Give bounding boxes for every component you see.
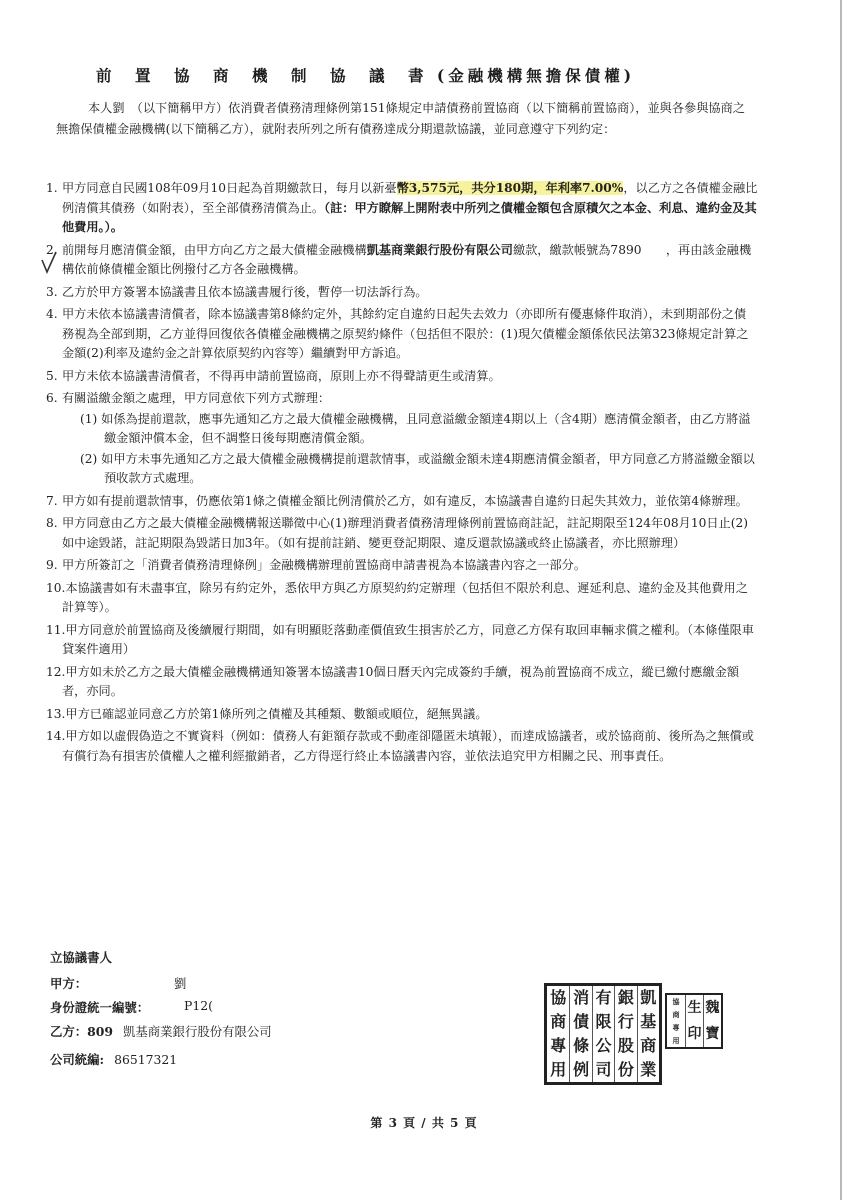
party-b-label: 乙方：809 (50, 1024, 114, 1039)
seal-col: 凱 基 商 業 (637, 986, 659, 1082)
bank-seal-stamp (544, 983, 662, 1085)
signatories-heading: 立協議書人 (50, 950, 112, 965)
clause-6-sub-2: (2) 如甲方未事先通知乙方之最大債權金融機構提前還款情事，或溢繳金額未達4期應清償金額者，甲方同意乙方將溢繳金額以預收款方式處理。 (80, 451, 755, 485)
company-id-label: 公司統編: (50, 1052, 105, 1067)
seal-col: 協 商 專 用 (672, 996, 680, 1045)
seal-col: 魏 寶 (703, 995, 721, 1047)
party-a-row (50, 974, 272, 998)
clause-6: 6. 有關溢繳金額之處理，甲方同意依下列方式辦理： (1) 如係為提前還款，應事先通知乙方之最大債權金融機構，且同意溢繳金額達4期以上（含4期）應清償金額者，由乙方將溢繳金額沖償本金，但不調整日後每期應清償金額。 (2) 如甲方未事先通知乙方之最大債權金融機構提前還款情事，或溢繳金額未達4期應清償金額者，甲方同意乙方將溢繳金額以預收款方式處理。 (46, 389, 758, 489)
company-id-value: 86517321 (114, 1052, 178, 1067)
seal-col: 生 印 (685, 995, 703, 1047)
clause-9: 9. 甲方所簽訂之「消費者債務清理條例」金融機構辦理前置協商申請書視為本協議書內容之一部分。 (46, 558, 587, 572)
clause-5: 5. 甲方未依本協議書清償者，不得再申請前置協商，原則上亦不得聲請更生或清算。 (46, 368, 501, 383)
seal-col: 協 商 專 用 (550, 988, 567, 1079)
document-title: 前 置 協 商 機 制 協 議 書 (金融機構無擔保債權) (96, 66, 636, 85)
clause-11: 11.甲方同意於前置協商及後續履行期間，如有明顯貶落動產價值致生損害於乙方，同意乙方保有取回車輛求償之權利。（本條僅限車貸案件適用） (46, 622, 754, 656)
clause-12: 12.甲方如未於乙方之最大債權金融機構通知簽署本協議書10個日曆天內完成簽約手續，視為前置協商不成立，縱已繳付應繳金額者，亦同。 (46, 664, 740, 698)
clause-13: 13.甲方已確認並同意乙方於第1條所列之債權及其種類、數額或順位，絕無異議。 (46, 706, 488, 721)
page-number: 第 3 頁 / 共 5 頁 (370, 1116, 478, 1130)
clause-1: 1. 甲方同意自民國108年09月10日起為首期繳款日，每月以新臺幣3,575元，共分180期，年利率7.00%，以乙方之各債權金融比例清償其債務（如附表），至全部債務清償為止。（註：甲方瞭解上開附表中所列之債權金額包含原積欠之本金、利息、違約金及其他費用。）。 (46, 181, 758, 234)
seal-col: 消 債 條 例 (569, 986, 591, 1082)
party-b-value: 凱基商業銀行股份有限公司 (123, 1024, 272, 1039)
page-edge (840, 0, 842, 1200)
clause-7: 7. 甲方如有提前還款情事，仍應依第1條之債權金額比例清償於乙方，如有違反，本協議書自違約日起失其效力，並依第4條辦理。 (46, 493, 748, 508)
party-a-value: 劉 (174, 976, 187, 991)
clause-3: 3. 乙方於甲方簽署本協議書且依本協議書履行後，暫停一切法訴行為。 (46, 284, 428, 299)
seal-col: 銀 行 股 份 (614, 986, 636, 1082)
clause-14: 14.甲方如以虛假偽造之不實資料（例如：債務人有鉅額存款或不動產卻隱匿未填報），而達成協議者，或於協商前、後所為之無償或有償行為有損害於債權人之權利經撤銷者，乙方得逕行終止本協議書內容，並依法追究甲方相關之民、刑事責任。 (46, 729, 754, 763)
seal-col: 有 限 公 司 (592, 986, 614, 1082)
company-id-row (50, 1050, 272, 1074)
id-number-value: P12( (184, 998, 213, 1013)
id-number-label: 身份證統一編號： (50, 1000, 150, 1015)
signature-block (50, 948, 272, 1074)
clause-6-sub-1: (1) 如係為提前還款，應事先通知乙方之最大債權金融機構，且同意溢繳金額達4期以上（含4期）應清償金額者，由乙方將溢繳金額沖償本金，但不調整日後每期應清償金額。 (80, 411, 751, 445)
representative-seal-stamp (665, 993, 723, 1049)
highlighted-payment-terms: 幣3,575元，共分180期，年利率7.00% (396, 181, 624, 195)
party-a-label: 甲方： (50, 976, 88, 991)
intro-paragraph: 本人劉 （以下簡稱甲方）依消費者債務清理條例第151條規定申請債務前置協商（以下簡稱前置協商），並與各參與協商之無擔保債權金融機構(以下簡稱乙方），就附表所列之所有債務達成分期還款協議，並同意遵守下列約定： (56, 101, 745, 136)
id-number-row (50, 998, 272, 1022)
party-b-row (50, 1022, 272, 1046)
clause-10: 10.本協議書如有未盡事宜，除另有約定外，悉依甲方與乙方原契約約定辦理（包括但不限於利息、遲延利息、違約金及其他費用之計算等）。 (46, 580, 748, 614)
clause-8: 8. 甲方同意由乙方之最大債權金融機構報送聯徵中心(1)辦理消費者債務清理條例前置協商註記，註記期限至124年08月10日止(2)如中途毀諾，註記期限為毀諾日加3年。（如有提前註銷、變更登記期限、違反還款協議或終止協議者，亦比照辦理） (46, 516, 748, 550)
clause-4: 4. 甲方未依本協議書清償者，除本協議書第8條約定外，其餘約定自違約日起失去效力（亦即所有優惠條件取消），未到期部份之債務視為全部到期，乙方並得回復依各債權金融機構之原契約條件（包括但不限於：(1)現欠債權金額係依民法第323條規定計算之金額(2)利率及違約金之計算依原契約內容等）繼續對甲方訴追。 (46, 307, 749, 360)
clause-list (46, 179, 758, 769)
clause-2: 2. 前開每月應清償金額，由甲方向乙方之最大債權金融機構凱基商業銀行股份有限公司繳款，繳款帳號為7890 ，再由該金融機構依前條債權金額比例撥付乙方各金融機構。 (46, 242, 752, 276)
